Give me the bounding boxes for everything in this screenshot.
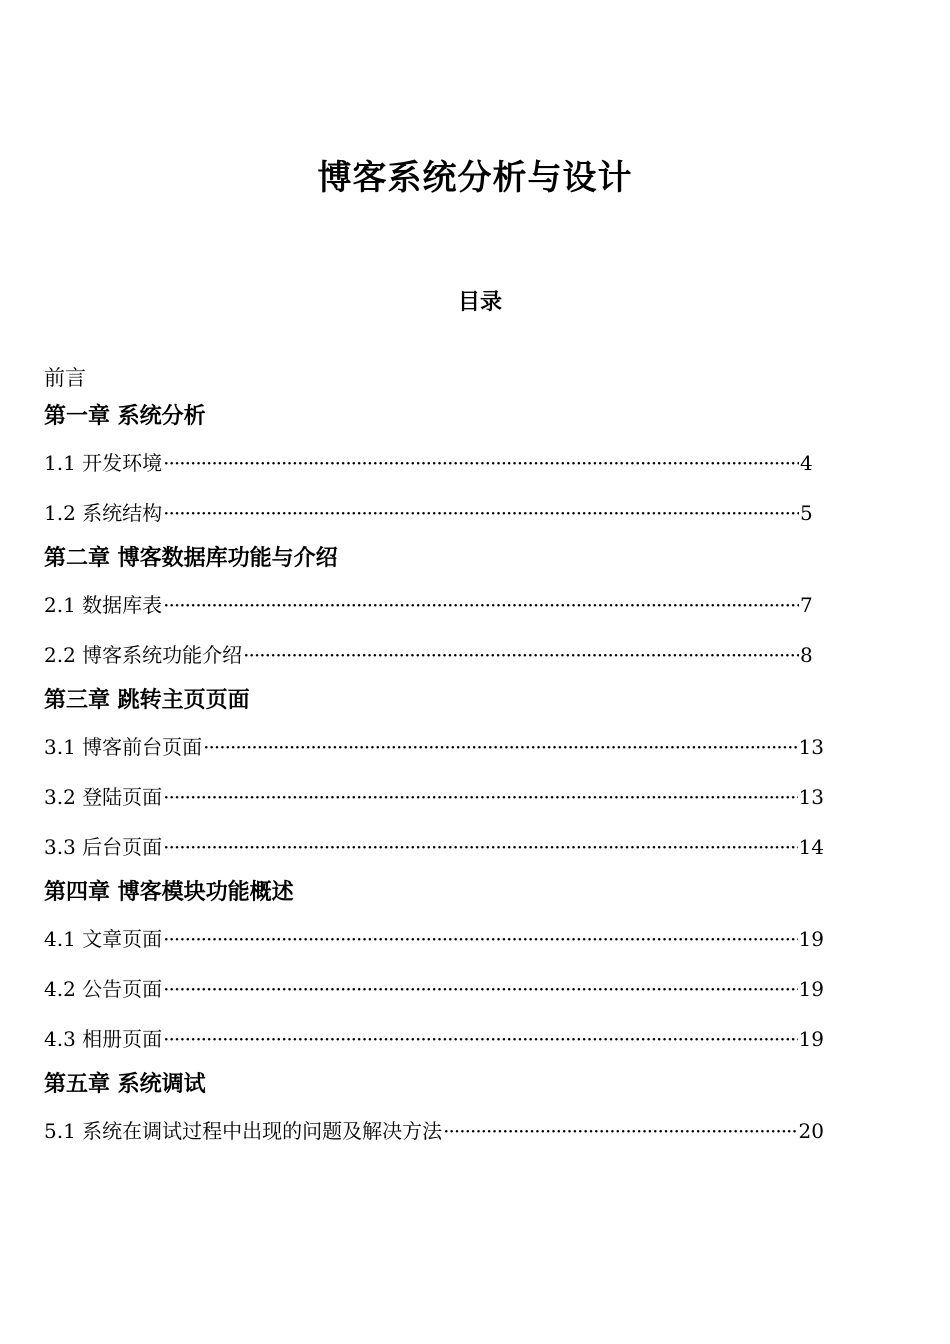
toc-entry-label: 2.2 博客系统功能介绍 [44,643,243,667]
toc-entry-page: 4 [800,451,813,475]
dot-leader [243,630,799,680]
toc-entry-page: 19 [798,977,824,1001]
toc-entry-page: 13 [798,785,824,809]
dot-leader [443,1106,797,1156]
toc-entry-label: 3.1 博客前台页面 [44,735,203,759]
toc-entry [44,964,824,1014]
toc-chapter-1: 第一章 系统分析 [44,403,206,429]
toc-entry-label: 4.2 公告页面 [44,977,163,1001]
toc-entry-page: 20 [798,1119,824,1143]
toc-entry [44,488,824,538]
toc-entry-page: 5 [800,501,813,525]
toc-entry-page: 19 [798,1027,824,1051]
toc-entry [44,822,824,872]
toc-chapter-3: 第三章 跳转主页页面 [44,687,250,713]
toc-entry-label: 3.3 后台页面 [44,835,163,859]
toc-entry [44,722,824,772]
dot-leader [163,580,799,630]
toc-entry-label: 1.1 开发环境 [44,451,163,475]
toc-chapter-5: 第五章 系统调试 [44,1071,206,1097]
toc-preface: 前言 [44,366,86,390]
dot-leader [203,722,797,772]
dot-leader [163,822,797,872]
dot-leader [163,1014,797,1064]
dot-leader [163,914,797,964]
toc-entry [44,914,824,964]
toc-entry [44,580,824,630]
toc-entry-label: 5.1 系统在调试过程中出现的问题及解决方法 [44,1119,443,1143]
toc-entry-page: 14 [798,835,824,859]
dot-leader [163,772,797,822]
toc-entry [44,438,824,488]
toc-chapter-4: 第四章 博客模块功能概述 [44,879,294,905]
toc-entry-label: 1.2 系统结构 [44,501,163,525]
toc-entry-page: 8 [800,643,813,667]
toc-entry-label: 4.1 文章页面 [44,927,163,951]
toc-entry [44,630,824,680]
document-title: 博客系统分析与设计 [317,158,633,198]
toc-chapter-2: 第二章 博客数据库功能与介绍 [44,545,338,571]
dot-leader [163,964,797,1014]
toc-entry-label: 3.2 登陆页面 [44,785,163,809]
toc-entry-page: 13 [798,735,824,759]
toc-heading: 目录 [457,289,502,315]
toc-entry [44,1014,824,1064]
toc-entry-page: 19 [798,927,824,951]
table-of-contents [44,360,824,1156]
toc-entry-page: 7 [800,593,813,617]
toc-entry [44,1106,824,1156]
dot-leader [163,488,799,538]
dot-leader [163,438,799,488]
toc-entry [44,772,824,822]
toc-entry-label: 2.1 数据库表 [44,593,163,617]
toc-entry-label: 4.3 相册页面 [44,1027,163,1051]
